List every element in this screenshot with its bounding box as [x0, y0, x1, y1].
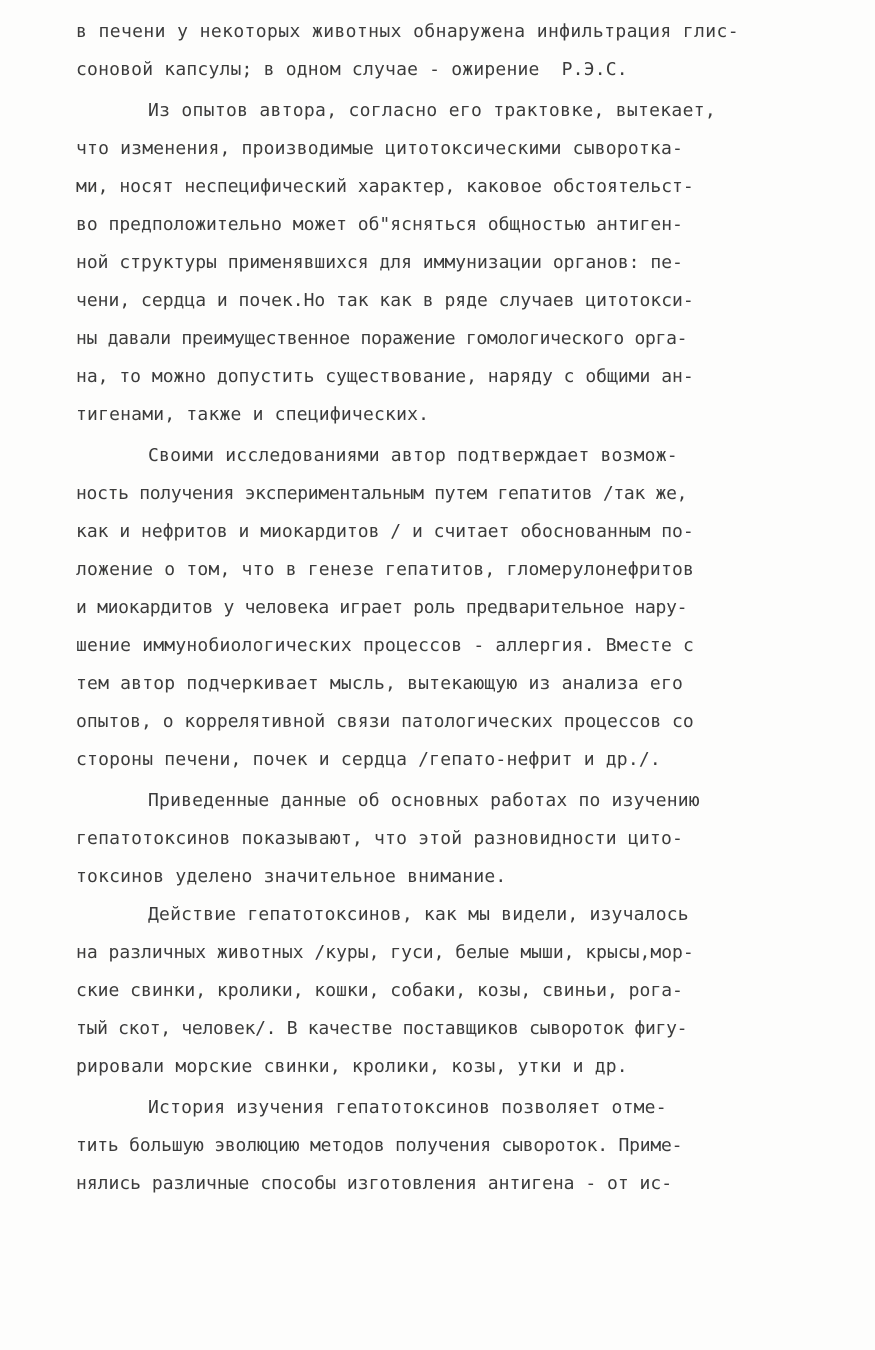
- text-line: ность получения экспериментальным путем гепатитов /так же,: [76, 483, 688, 504]
- text-line: ной структуры применявшихся для иммунизации органов: пе-: [76, 252, 683, 273]
- text-line: чени, сердца и почек.Но так как в ряде случаев цитотокси-: [76, 290, 694, 311]
- text-line: История изучения гепатотоксинов позволяет отме-: [148, 1097, 667, 1118]
- text-line: шение иммунобиологических процессов - аллергия. Вместе с: [76, 635, 695, 656]
- text-line: опытов, о коррелятивной связи патологических процессов со: [76, 711, 694, 732]
- text-line: и миокардитов у человека играет роль предварительное нару-: [76, 597, 688, 618]
- text-line: гепатотоксинов показывают, что этой разновидности цито-: [76, 828, 684, 849]
- text-line: тигенами, также и специфических.: [76, 404, 430, 425]
- text-line: стороны печени, почек и сердца /гепато-нефрит и др./.: [76, 749, 661, 770]
- text-line: в печени у некоторых животных обнаружена инфильтрация глис-: [76, 21, 739, 42]
- text-line: ложение о том, что в генезе гепатитов, гломерулонефритов: [76, 559, 695, 580]
- text-line: тем автор подчеркивает мысль, вытекающую из анализа его: [76, 673, 684, 694]
- text-line: Своими исследованиями автор подтверждает возмож-: [148, 445, 678, 466]
- text-line: токсинов уделено значительное внимание.: [76, 866, 507, 887]
- text-line: как и нефритов и миокардитов / и считает обоснованным по-: [76, 521, 694, 542]
- text-line: рировали морские свинки, кролики, козы, утки и др.: [76, 1056, 628, 1077]
- text-line: на, то можно допустить существование, наряду с общими ан-: [76, 366, 694, 387]
- text-line: ские свинки, кролики, кошки, собаки, козы, свиньи, рога-: [76, 980, 683, 1001]
- text-line: ми, носят неспецифический характер, каковое обстоятельст-: [76, 176, 694, 197]
- text-line: Действие гепатотоксинов, как мы видели, изучалось: [148, 904, 689, 925]
- text-line: ны давали преимущественное поражение гомологического орга-: [76, 328, 688, 349]
- text-line: тить большую эволюцию методов получения сывороток. Приме-: [76, 1135, 683, 1156]
- text-line: тый скот, человек/. В качестве поставщиков сывороток фигу-: [76, 1018, 688, 1039]
- text-line: Приведенные данные об основных работах по изучению: [148, 790, 700, 811]
- text-line: соновой капсулы; в одном случае - ожирение Р.Э.С.: [76, 59, 628, 80]
- text-line: что изменения, производимые цитотоксическими сыворотка-: [76, 138, 684, 159]
- text-line: на различных животных /куры, гуси, белые мыши, крысы,мор-: [76, 942, 694, 963]
- text-line: Из опытов автора, согласно его трактовке, вытекает,: [148, 100, 716, 121]
- text-line: во предположительно может об"ясняться общностью антиген-: [76, 214, 683, 235]
- text-line: нялись различные способы изготовления антигена - от ис-: [76, 1173, 673, 1194]
